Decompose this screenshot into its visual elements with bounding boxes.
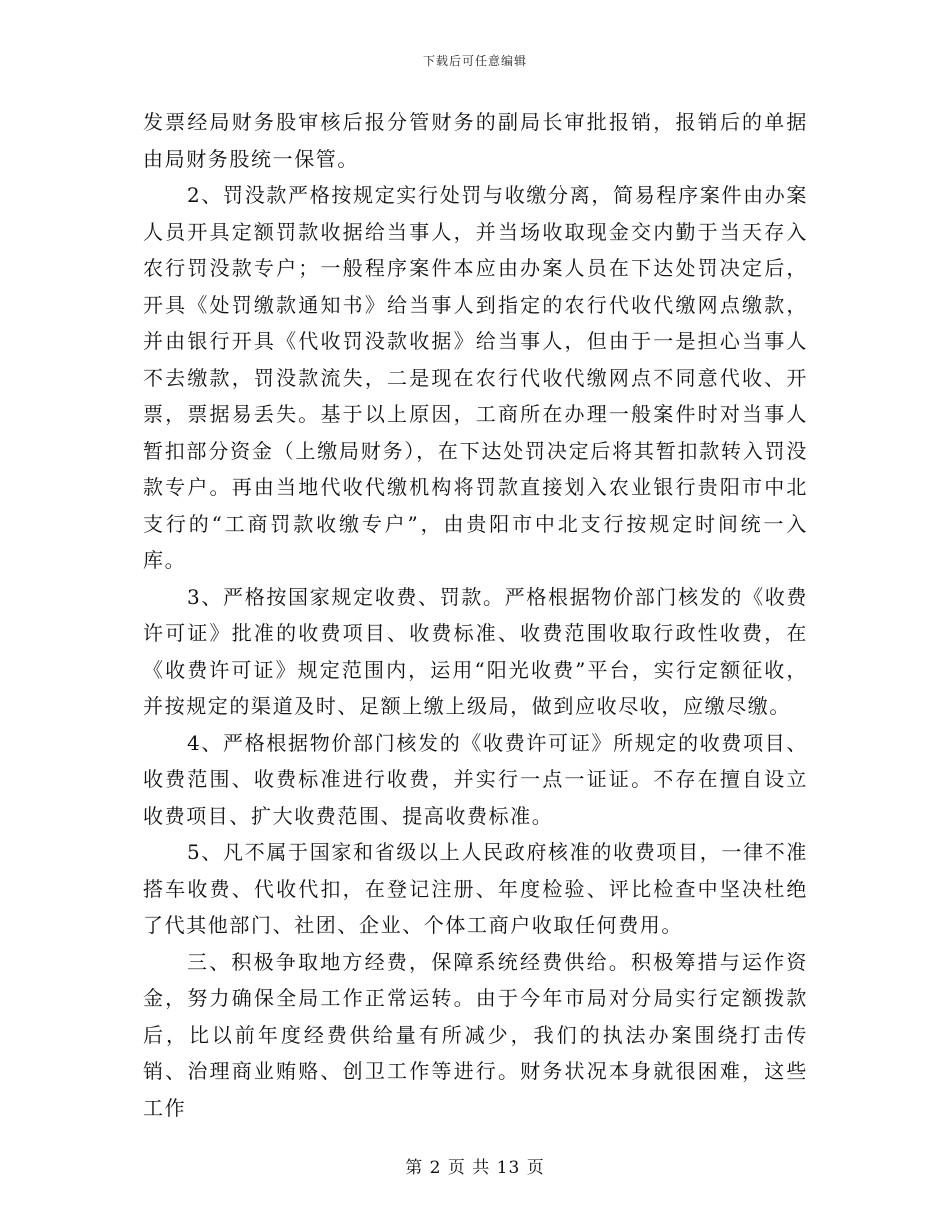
paragraph-item-3: 3、严格按国家规定收费、罚款。严格根据物价部门核发的《收费许可证》批准的收费项目、收费标准、收费范围收取行政性收费，在《收费许可证》规定范围内，运用“阳光收费”平台，实行定额征收，并按规定的渠道及时、足额上缴上级局，做到应收尽收，应缴尽缴。 <box>143 584 808 718</box>
paragraph-section-3: 三、积极争取地方经费，保障系统经费供给。积极筹措与运作资金，努力确保全局工作正常运转。由于今年市局对分局实行定额拨款后，比以前年度经费供给量有所减少，我们的执法办案围绕打击传销、治理商业贿赂、创卫工作等进行。财务状况本身就很困难，这些工作 <box>143 949 808 1120</box>
paragraph-item-5: 5、凡不属于国家和省级以上人民政府核准的收费项目，一律不准搭车收费、代收代扣，在登记注册、年度检验、评比检查中坚决杜绝了代其他部门、社团、企业、个体工商户收取任何费用。 <box>143 840 808 937</box>
document-body <box>143 104 808 1126</box>
page-header: 下载后可任意编辑 <box>422 54 527 68</box>
paragraph-item-2: 2、罚没款严格按规定实行处罚与收缴分离，简易程序案件由办案人员开具定额罚款收据给当事人，并当场收取现金交内勤于当天存入农行罚没款专户；一般程序案件本应由办案人员在下达处罚决定后，开具《处罚缴款通知书》给当事人到指定的农行代收代缴网点缴款，并由银行开具《代收罚没款收据》给当事人，但由于一是担心当事人不去缴款，罚没款流失，二是现在农行代收代缴网点不同意代收、开票，票据易丢失。基于以上原因，工商所在办理一般案件时对当事人暂扣部分资金（上缴局财务），在下达处罚决定后将其暂扣款转入罚没款专户。再由当地代收代缴机构将罚款直接划入农业银行贵阳市中北支行的“工商罚款收缴专户”，由贵阳市中北支行按规定时间统一入库。 <box>143 183 808 572</box>
paragraph-item-4: 4、严格根据物价部门核发的《收费许可证》所规定的收费项目、收费范围、收费标准进行收费，并实行一点一证证。不存在擅自设立收费项目、扩大收费范围、提高收费标准。 <box>143 730 808 828</box>
paragraph-continuation: 发票经局财务股审核后报分管财务的副局长审批报销，报销后的单据由局财务股统一保管。 <box>143 110 808 171</box>
page-footer: 第 2 页 共 13 页 <box>405 1158 545 1178</box>
